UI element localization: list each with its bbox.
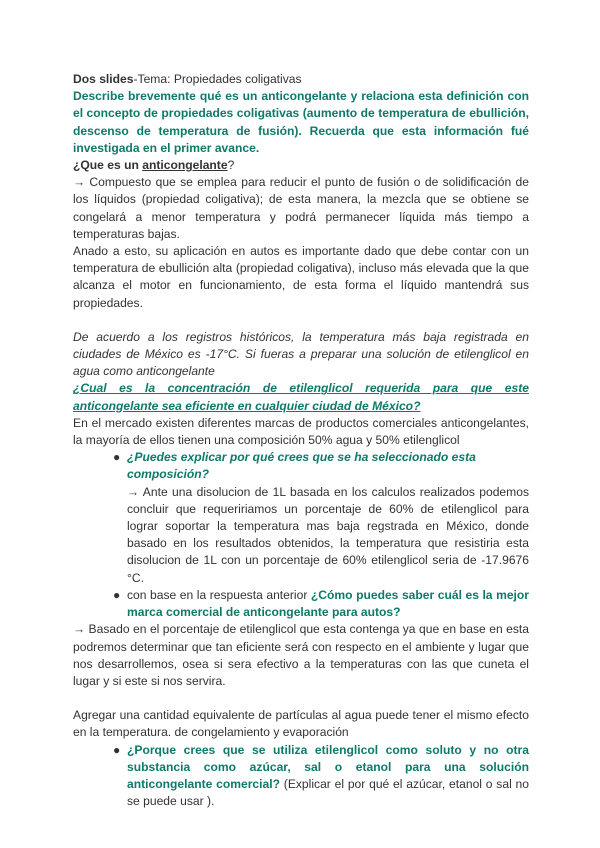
bullet-solute-question [73, 742, 529, 811]
context-paragraph: De acuerdo a los registros históricos, la temperatura más baja registrada en ciudades de México es -17°C. Si fueras a preparar una solución de etilenglicol en agua como anticongelante [73, 329, 529, 379]
instruction-paragraph: Describe brevemente qué es un anticongelante y relaciona esta definición con el concepto de propiedades coligativas (aumento de temperatura de ebullición, descenso de temperatura de fusión). Recuerda que esta información fué investigada en el primer avance. [73, 89, 529, 155]
particles-paragraph: Agregar una cantidad equivalente de partículas al agua puede tener el mismo efecto en la temperatura. de congelamiento y evaporación [73, 708, 529, 740]
paragraph-gap [73, 690, 529, 707]
q4-bold: ¿Cómo puedes saber cuál es la mejor marca comercial de anticongelante para autos? [127, 587, 529, 620]
bullet-icon: ● [113, 450, 121, 465]
question-solute [127, 742, 529, 811]
header-bold: Dos slides [73, 72, 134, 86]
question-brand [127, 587, 529, 621]
q1-tail: ? [227, 158, 235, 173]
paragraph-gap [73, 312, 529, 329]
answer-composition: → Ante una disolucion de 1L basada en los calculos realizados podemos concluir que requeririamos un porcentaje de 60% de etilenglicol para lograr soportar la temperatura mas baja regstrada en México, donde basado en los resultados obtenidos, la temperatura que resistiria esta disolucion de 1L con un porcentaje de 60% etilenglicol seria de -17.9676 °C. [127, 484, 529, 585]
bullet-brand-question [73, 587, 529, 621]
question-concentration: ¿Cual es la concentración de etilenglicol requerida para que este anticongelante sea eficiente en cualquier ciudad de México? [73, 381, 529, 413]
question-anticongelante [73, 157, 529, 174]
document-body [73, 71, 529, 810]
answer-definition: → Compuesto que se emplea para reducir el punto de fusión o de solidificación de los líquidos (propiedad coligativa); de esta manera, la mezcla que se obtiene se congelará a menor temperatura y podrá permanecer líquida más tiempo a temperaturas bajas. [73, 175, 529, 241]
bullet-icon: ● [113, 742, 121, 757]
q1-bold: ¿Que es un [73, 158, 143, 173]
q5-plain: (Explicar el por qué el azúcar, etanol o sal no se puede usar ). [127, 776, 529, 809]
q4-plain: con base en la respuesta anterior [127, 587, 311, 602]
document-header [73, 71, 529, 88]
header-topic: -Tema: Propiedades coligativas [133, 72, 302, 86]
answer-market: En el mercado existen diferentes marcas de productos comerciales anticongelantes, la mayoría de ellos tienen una composición 50% agua y 50% etilenglicol [73, 415, 529, 448]
answer-brand: → Basado en el porcentaje de etilenglicol que esta contenga ya que en base en esta podremos determinar que tan eficiente será con respecto en el ambiente y lugar que nos desarrollemos, osea si sera efectivo a la temperaturas con las que cuneta el lugar y si este si nos servira. [73, 622, 529, 688]
q5-bold: ¿Porque crees que se utiliza etilenglicol como soluto y no otra substancia como azúcar, sal o etanol para una solución anticongelante comercial? [127, 742, 529, 791]
question-composition: ¿Puedes explicar por qué crees que se ha seleccionado esta composición? [127, 450, 476, 482]
bullet-composition-question [73, 449, 529, 483]
bullet-icon: ● [113, 587, 121, 602]
answer-automotive: Anado a esto, su aplicación en autos es importante dado que debe contar con un temperatura de ebullición alta (propiedad coligativa), incluso más elevada que la que alcanza el motor en funcionamiento, de esta forma el líquido mantendrá sus propiedades. [73, 244, 529, 310]
q1-underlined: anticongelante [142, 158, 228, 173]
